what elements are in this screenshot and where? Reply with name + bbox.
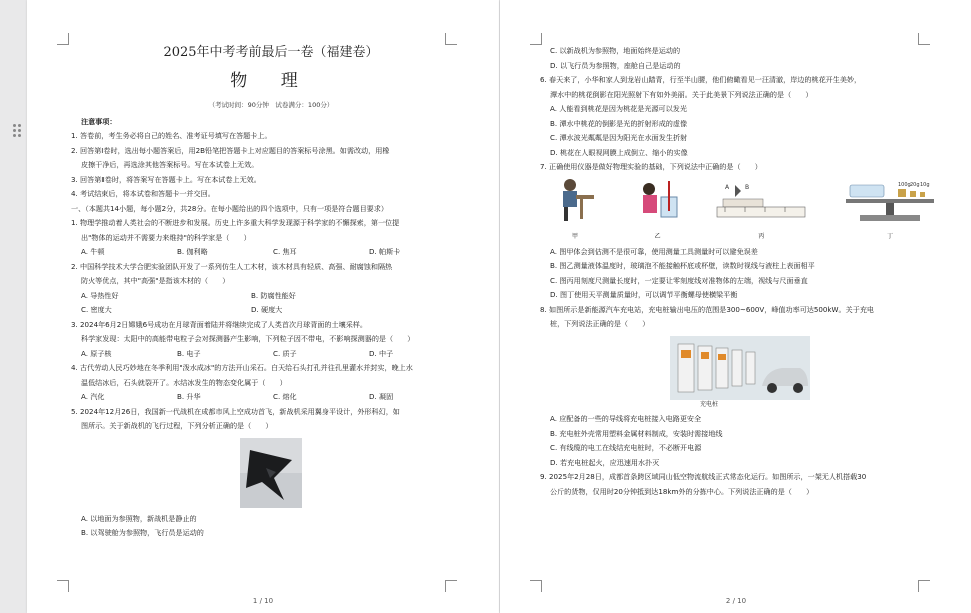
notice-line: 1. 答卷前，考生务必将自己的姓名、准考证号填写在答题卡上。 <box>71 131 272 140</box>
option: C. 焦耳 <box>273 247 297 256</box>
question-2: 2. 中国科学技术大学合肥实验团队开发了一系列仿生人工木材，该木材具有轻质、高强、耐腐蚀和隔热 <box>71 261 393 271</box>
exam-info: （考试时间：90分钟 试卷满分：100分） <box>208 101 334 109</box>
option: B. 图乙测量液体温度时，玻璃泡不能接触杯底或杯壁，读数时视线与液柱上表面相平 <box>550 261 815 270</box>
option: A. 导热性好 <box>81 290 119 300</box>
question-4-cont: 温低结冰后，石头就裂开了。水结冰发生的物态变化属于（ ） <box>81 377 287 387</box>
option: A. 图甲体会到估测不是很可靠，使用测量工具测量时可以避免误差 <box>550 246 758 256</box>
figure-yi <box>633 175 683 245</box>
option: D. 硬度大 <box>251 305 283 314</box>
notice-line: 皮擦干净后，再选涂其他答案标号。写在本试卷上无效。 <box>81 160 259 169</box>
crop-mark <box>57 33 69 45</box>
weight-label: 10g <box>919 181 930 188</box>
option: A. 牛顿 <box>81 247 105 256</box>
question-2-cont: 防火等优点，其中"高强"是指该木材的（ ） <box>81 276 230 285</box>
option: A. 应配备的一些的导线将充电桩接入电路更安全 <box>550 414 702 423</box>
question-4: 4. 古代劳动人民巧妙地在冬季利用"泼水成冰"的方法开山采石。白天给石头打孔并往孔里灌水并封实，晚上水 <box>71 363 413 372</box>
page-2-content <box>540 44 940 499</box>
weight-label: 20g <box>909 181 920 188</box>
charging-station-image <box>670 336 810 400</box>
svg-text:A: A <box>725 183 730 191</box>
option: C. 质子 <box>273 348 297 358</box>
exam-subject: 物 理 <box>230 71 312 91</box>
option: C. 潭水波光粼粼是因为阳光在水面发生折射 <box>550 133 688 142</box>
question-2-options <box>71 289 471 304</box>
option: D. 帕斯卡 <box>369 247 401 256</box>
option: A. 以地面为参照物，新战机是静止的 <box>81 513 197 523</box>
question-7-figures <box>540 175 940 245</box>
option: D. 凝固 <box>369 392 394 401</box>
ruler-image <box>715 175 807 225</box>
question-4-options <box>71 390 471 405</box>
question-7: 7. 正确使用仪器是做好物理实验的基础，下列说法中正确的是（ ） <box>540 162 762 171</box>
notice-title: 注意事项： <box>81 116 117 126</box>
option: B. 以驾驶舱为参照物，飞行员是运动的 <box>81 528 204 537</box>
weight-label: 100g <box>897 181 911 188</box>
svg-text:B: B <box>745 183 750 191</box>
option: C. 密度大 <box>81 305 112 314</box>
page-number: 1 / 10 <box>252 597 274 605</box>
crop-mark <box>445 580 457 592</box>
fighter-jet-figure <box>71 438 471 508</box>
page-2 <box>500 0 971 613</box>
option: B. 伽利略 <box>177 247 208 256</box>
drag-handle-icon[interactable] <box>13 124 23 138</box>
option: B. 潭水中桃花的倒影是光的折射形成的虚像 <box>550 118 688 128</box>
page-number: 2 / 10 <box>725 597 747 605</box>
figure-label: 丙 <box>758 233 765 240</box>
question-3-options <box>71 347 471 362</box>
balance-scale-image <box>840 175 940 225</box>
question-5-cont: 图所示。关于新战机的飞行过程，下列分析正确的是（ ） <box>81 421 273 430</box>
question-1: 1. 物理学推动着人类社会的不断进步和发展。历史上许多重大科学发现源于科学家的不懈探索，第一位提 <box>71 218 400 227</box>
option: B. 充电桩外壳常用塑料金属材料制成，安装时需接地线 <box>550 428 723 438</box>
figure-bing <box>715 175 807 245</box>
section-heading: 一、（本题共14小题，每小题2分，共28分。在每小题给出的四个选项中，只有一项是符合题目要求） <box>71 203 388 213</box>
option: D. 以飞行员为参照物，座舱自己是运动的 <box>550 60 681 70</box>
question-8-cont: 桩，下列说法正确的是（ ） <box>550 319 650 328</box>
figure-label: 甲 <box>571 233 578 240</box>
option: B. 防腐性能好 <box>251 290 296 300</box>
option: A. 汽化 <box>81 392 105 401</box>
question-3-cont: 科学家发现：太阳中的高能带电粒子会对探测器产生影响，下列粒子因不带电，不影响探测器的是（ ） <box>81 334 415 343</box>
question-6: 6. 春天来了，小华和家人到龙岩山踏青，行至半山腰，他们俯瞰看见一汪清澈，岸边的桃花开生美妙， <box>540 75 862 84</box>
option: D. 中子 <box>369 348 394 358</box>
option: C. 图丙用刻度尺测量长度时，一定要让零刻度线对准物体的左端，视线与尺面垂直 <box>550 275 808 285</box>
notice-line: 2. 回答第Ⅰ卷时，选出每小题答案后，用2B铅笔把答题卡上对应题目的答案标号涂黑。如需改动，用橡 <box>71 145 390 155</box>
crop-mark <box>918 580 930 592</box>
charging-station-figure <box>540 336 940 400</box>
option: D. 图丁使用天平测量质量时，可以调节平衡螺母使横梁平衡 <box>550 290 738 299</box>
question-5: 5. 2024年12月26日，我国新一代战机在成都市风上空成功首飞，新战机采用翼身平设计，外形科幻，如 <box>71 406 400 416</box>
figure-ding <box>840 175 940 245</box>
notice-line: 4. 考试结束后，将本试卷和答题卡一并交回。 <box>71 189 215 198</box>
option: C. 熔化 <box>273 392 297 401</box>
question-1-options <box>71 245 471 260</box>
question-9: 9. 2025年2月28日，成都首条跨区域同山低空物流航线正式常态化运行。如图所示，一架无人机搭载30 <box>540 472 867 481</box>
option: D. 桃花在人眼视网膜上成倒立、缩小的实像 <box>550 147 688 157</box>
figure-jia <box>550 175 600 245</box>
option: A. 人能看到桃花是因为桃花是光源可以发光 <box>550 104 687 113</box>
question-8: 8. 如图所示是新能源汽车充电站，充电桩输出电压的范围是300~600V，峰值功率可达500kW。关于充电 <box>540 304 875 314</box>
option: A. 原子核 <box>81 348 112 358</box>
option: B. 升华 <box>177 392 201 401</box>
thermometer-beaker-image <box>633 175 683 225</box>
crop-mark <box>57 580 69 592</box>
person-estimating-image <box>550 175 600 225</box>
charging-station-caption: 充电桩 <box>700 400 719 408</box>
fighter-jet-image <box>240 438 302 508</box>
figure-label: 丁 <box>886 233 893 240</box>
page-1 <box>27 0 499 613</box>
question-3: 3. 2024年6月2日嫦娥6号成功在月球背面着陆并将继续完成了人类首次月球背面的土壤采样。 <box>71 319 367 329</box>
option: C. 有线缆的电工在线结充电桩时，不必断开电源 <box>550 443 702 452</box>
option: D. 若充电桩起火，应迅速用水扑灭 <box>550 457 660 467</box>
exam-title: 2025年中考考前最后一卷（福建卷） <box>163 45 379 60</box>
question-9-cont: 公斤的货物，仅用时20分钟抵到达18km外的分拣中心。下列说法正确的是（ ） <box>550 486 814 496</box>
question-2-options <box>71 303 471 318</box>
crop-mark <box>530 580 542 592</box>
figure-label: 乙 <box>654 233 661 240</box>
page-1-content <box>71 44 471 541</box>
option: B. 电子 <box>177 348 201 358</box>
option: C. 以新战机为参照物，地面始终是运动的 <box>550 46 681 55</box>
question-1-cont: 出"物体的运动并不需要力来维持"的科学家是（ ） <box>81 232 251 242</box>
question-6-cont: 潭水中的桃花倒影在阳光照射下有如外美丽。关于此美景下列说法正确的是（ ） <box>550 89 813 99</box>
notice-line: 3. 回答第Ⅱ卷时，将答案写在答题卡上。写在本试卷上无效。 <box>71 174 261 184</box>
